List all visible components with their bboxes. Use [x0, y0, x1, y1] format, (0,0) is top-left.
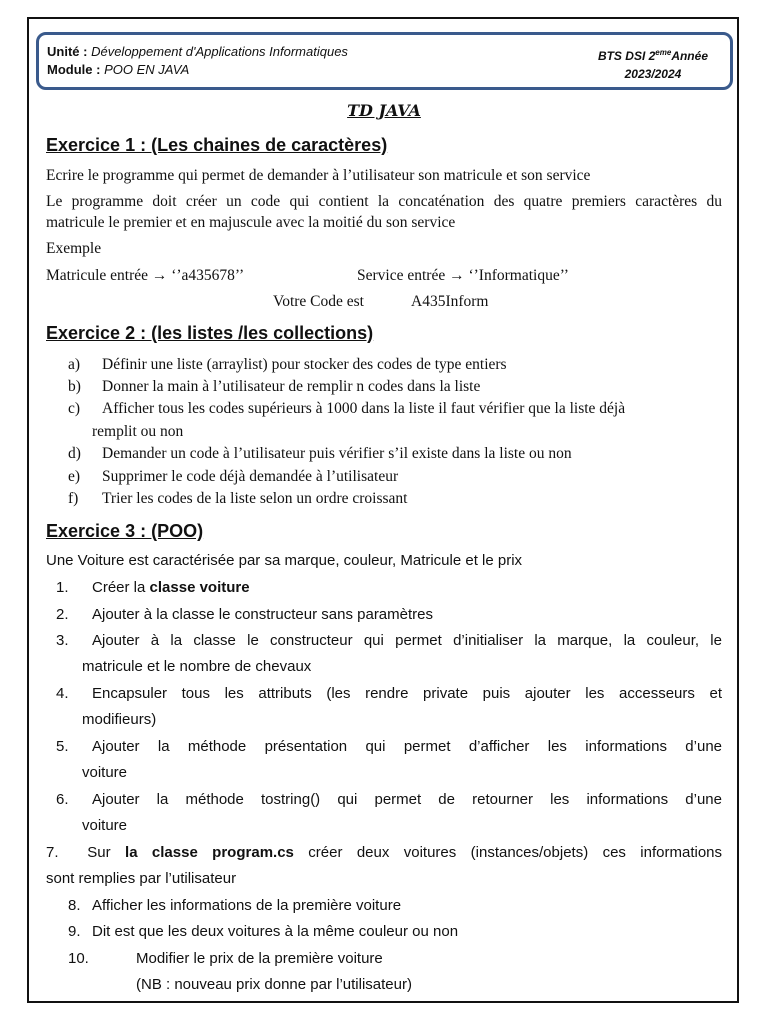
module-value: POO EN JAVA — [104, 62, 190, 77]
ex1-code-value: A435Inform — [411, 293, 489, 310]
ex1-service-example: Service entrée → ‘’Informatique’’ — [357, 267, 569, 284]
school-year: 2023/2024 — [624, 67, 682, 81]
exercise-3-title: Exercice 3 : (POO) — [46, 521, 204, 541]
ex3-item-8: 8. Afficher les informations de la première voiture — [68, 897, 402, 914]
bts-suffix: Année — [671, 49, 708, 63]
ex3-item-3-cont: matricule et le nombre de chevaux — [82, 658, 312, 675]
unite-label: Unité : — [47, 44, 88, 59]
ex2-item-d: d) Demander un code à l’utilisateur puis vérifier s’il existe dans la liste ou non — [68, 445, 572, 462]
ex1-matricule-example: Matricule entrée → ‘’a435678’’ — [46, 267, 245, 284]
ex2-item-c: c) Afficher tous les codes supérieurs à 1000 dans la liste il faut vérifier que la liste déjà — [68, 400, 626, 417]
ex3-item-6-cont: voiture — [82, 817, 128, 834]
ex1-code-label: Votre Code est — [273, 293, 364, 310]
header-right — [598, 44, 708, 83]
exercise-1-title: Exercice 1 : (Les chaines de caractères) — [46, 135, 388, 155]
ex3-item-10-note: (NB : nouveau prix donne par l’utilisateur) — [136, 976, 412, 993]
bts-prefix: BTS DSI 2 — [597, 49, 656, 63]
header-box — [36, 32, 733, 90]
ex1-exemple: Exemple — [46, 240, 102, 257]
ex3-intro: Une Voiture est caractérisée par sa marque, couleur, Matricule et le prix — [46, 552, 523, 569]
ex3-item-9: 9. Dit est que les deux voitures à la même couleur ou non — [68, 923, 459, 940]
ex3-item-7-cont: sont remplies par l’utilisateur — [46, 870, 237, 887]
ex1-paragraph-2b: matricule le premier et en majuscule avec la moitié du son service — [46, 214, 456, 231]
ex2-item-e: e) Supprimer le code déjà demandée à l’utilisateur — [68, 468, 399, 485]
ex3-item-2: 2. Ajouter à la classe le constructeur sans paramètres — [56, 606, 433, 623]
ex2-item-c-cont: remplit ou non — [92, 423, 184, 440]
ex3-item-1: 1. Créer la classe voiture — [56, 579, 250, 596]
ex3-item-5: 5. Ajouter la méthode présentation qui permet d’afficher les informations d’une — [56, 738, 722, 755]
ex3-item-4: 4. Encapsuler tous les attributs (les rendre private puis ajouter les accesseurs et — [56, 685, 722, 702]
ex1-paragraph-1: Ecrire le programme qui permet de demander à l’utilisateur son matricule et son service — [46, 167, 591, 184]
module-label: Module : — [47, 62, 101, 77]
ex3-item-3: 3. Ajouter à la classe le constructeur qui permet d’initialiser la marque, la couleur, le — [56, 632, 722, 649]
header-left — [47, 43, 348, 79]
bts-sup: eme — [655, 48, 672, 57]
unite-value: Développement d'Applications Informatiques — [91, 44, 348, 59]
ex3-item-4-cont: modifieurs) — [82, 711, 157, 728]
ex3-item-10: 10. Modifier le prix de la première voiture — [68, 950, 383, 967]
ex3-item-7: 7. Sur la classe program.cs créer deux voitures (instances/objets) ces informations — [46, 844, 723, 861]
ex1-paragraph-2a: Le programme doit créer un code qui contient la concaténation des quatre premiers caractères du — [46, 193, 722, 210]
document-title: TD JAVA — [347, 101, 421, 120]
ex3-item-5-cont: voiture — [82, 764, 128, 781]
ex2-item-b: b) Donner la main à l’utilisateur de remplir n codes dans la liste — [68, 378, 481, 395]
ex2-item-a: a) Définir une liste (arraylist) pour stocker des codes de type entiers — [68, 356, 507, 373]
ex2-item-f: f) Trier les codes de la liste selon un ordre croissant — [68, 490, 408, 507]
ex3-item-6: 6. Ajouter la méthode tostring() qui permet de retourner les informations d’une — [56, 791, 722, 808]
exercise-2-title: Exercice 2 : (les listes /les collections) — [46, 323, 374, 343]
